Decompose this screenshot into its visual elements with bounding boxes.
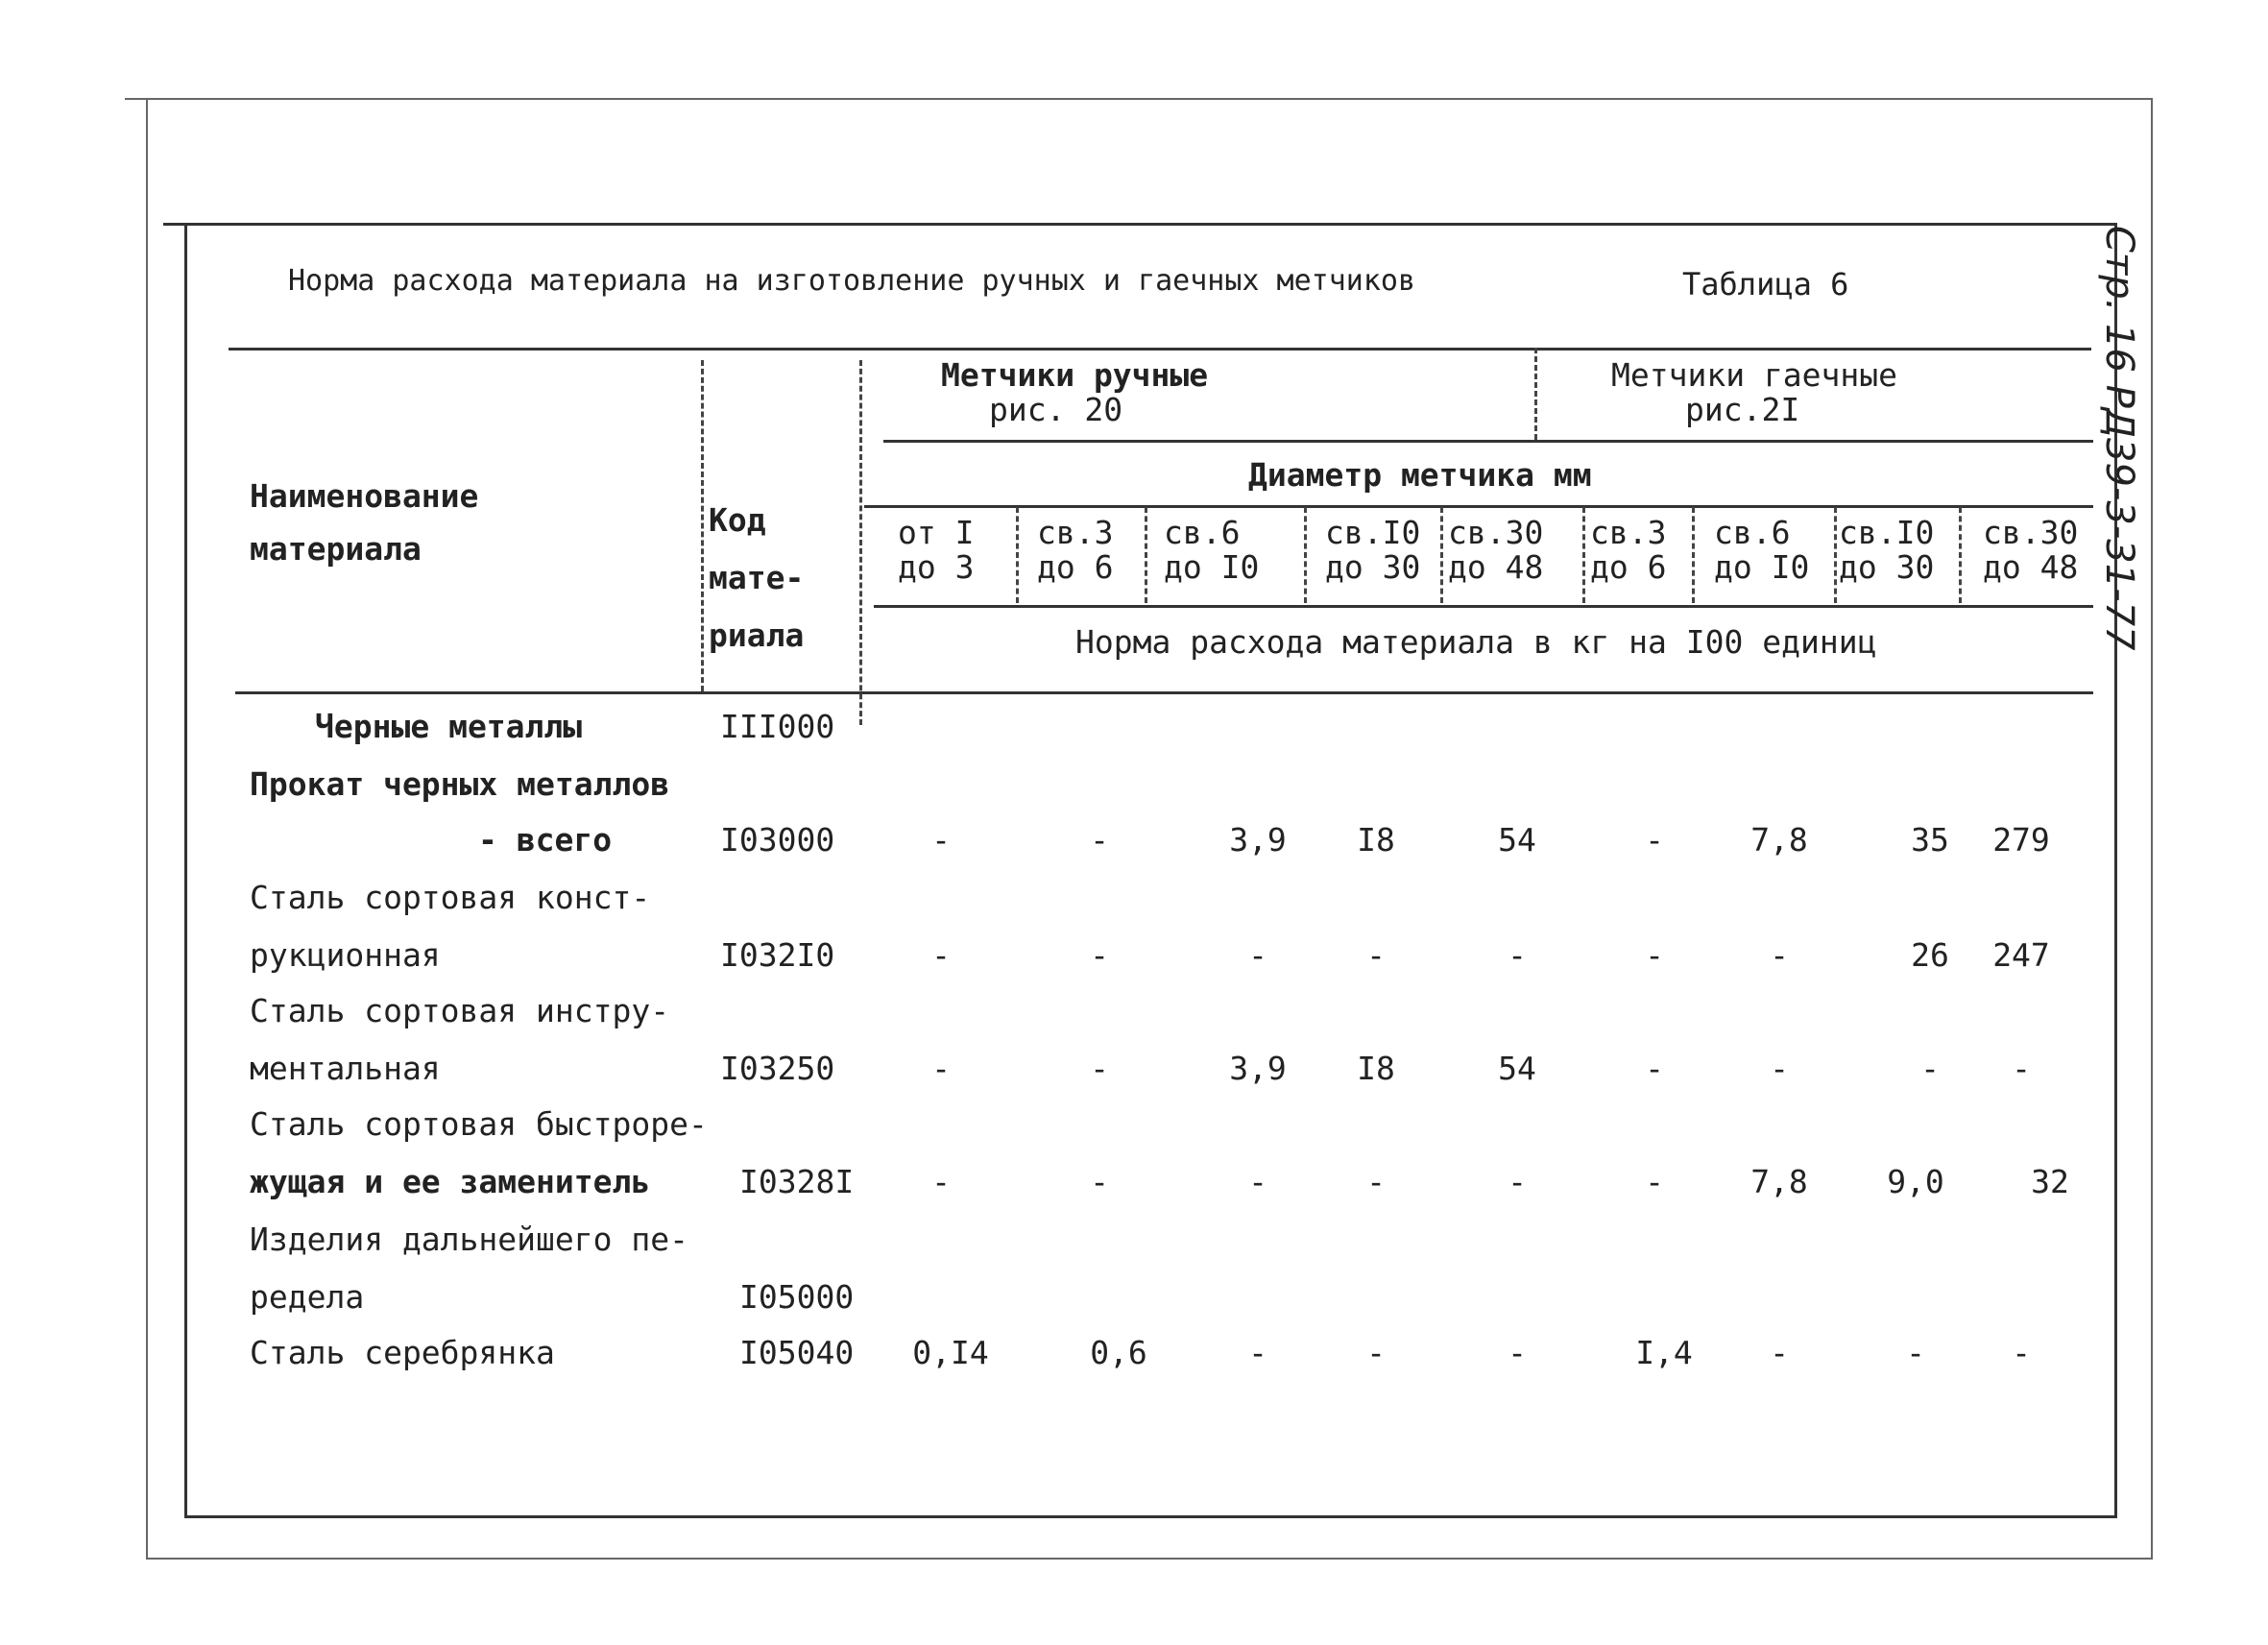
cell-r4-c8: - — [1920, 1050, 1940, 1087]
cell-r3-c3: - — [1248, 936, 1267, 974]
row-6-code: I05000 — [739, 1278, 855, 1316]
cell-r4-c7: - — [1770, 1050, 1789, 1087]
header-name-2: материала — [250, 530, 422, 568]
row-6-name-a: Изделия дальнейшего пе- — [250, 1221, 688, 1258]
cell-r4-c5: 54 — [1498, 1050, 1536, 1087]
group-separator — [1534, 348, 1537, 440]
subcol-5-a: св.30 — [1448, 514, 1544, 551]
cell-r7-c9: - — [2012, 1334, 2031, 1371]
cell-r7-c1: 0,I4 — [912, 1334, 989, 1371]
subcol-3-a: св.6 — [1164, 514, 1241, 551]
row-3-code: I032I0 — [720, 936, 835, 974]
row-4-code: I03250 — [720, 1050, 835, 1087]
cell-r4-c4: I8 — [1357, 1050, 1395, 1087]
header-bottom-rule — [235, 691, 2093, 694]
cell-r3-c6: - — [1645, 936, 1664, 974]
row-1-code: III000 — [720, 708, 835, 745]
row-5-code: I0328I — [739, 1163, 855, 1200]
outer-frame-bottom — [146, 1558, 2153, 1560]
cell-r4-c9: - — [2012, 1050, 2031, 1087]
cell-r2-c9: 279 — [1992, 821, 2050, 859]
subcol-6-a: св.3 — [1590, 514, 1667, 551]
cell-r5-c3: - — [1248, 1163, 1267, 1200]
row-6-name-b: редела — [250, 1278, 365, 1316]
diameter-heading: Диаметр метчика мм — [1248, 456, 1592, 494]
subcol-6-b: до 6 — [1590, 548, 1667, 586]
cell-r2-c7: 7,8 — [1750, 821, 1808, 859]
cell-r3-c2: - — [1090, 936, 1109, 974]
outer-frame-left — [146, 98, 148, 1558]
cell-r2-c3: 3,9 — [1229, 821, 1287, 859]
cell-r7-c5: - — [1508, 1334, 1527, 1371]
cell-r5-c4: - — [1366, 1163, 1386, 1200]
cell-r4-c2: - — [1090, 1050, 1109, 1087]
subcol-9-a: св.30 — [1983, 514, 2079, 551]
subcol-sep-6 — [1692, 507, 1695, 603]
cell-r7-c3: - — [1248, 1334, 1267, 1371]
page-stamp: Стр. 16 РД39-3-31-77 — [2097, 226, 2141, 651]
cell-r5-c5: - — [1508, 1163, 1527, 1200]
row-2-code: I03000 — [720, 821, 835, 859]
row-4-name-b: ментальная — [250, 1050, 441, 1087]
cell-r2-c5: 54 — [1498, 821, 1536, 859]
cell-r7-c8: - — [1906, 1334, 1925, 1371]
subcol-7-b: до I0 — [1714, 548, 1810, 586]
cell-r5-c8: 9,0 — [1887, 1163, 1944, 1200]
cell-r2-c8: 35 — [1911, 821, 1949, 859]
subcol-2-b: до 6 — [1037, 548, 1114, 586]
subcol-5-b: до 48 — [1448, 548, 1544, 586]
subcol-sep-5 — [1582, 507, 1585, 603]
subcol-1-b: до 3 — [898, 548, 975, 586]
cell-r5-c1: - — [931, 1163, 951, 1200]
row-7-name: Сталь серебрянка — [250, 1334, 555, 1371]
subcol-3-b: до I0 — [1164, 548, 1260, 586]
code-data-separator — [859, 360, 862, 725]
row-2-name-a: Прокат черных металлов — [250, 765, 670, 803]
subcol-1-a: от I — [898, 514, 975, 551]
subcol-9-b: до 48 — [1983, 548, 2079, 586]
row-1-name: Черные металлы — [315, 708, 583, 745]
inner-frame-top — [163, 223, 2117, 226]
subcol-8-b: до 30 — [1839, 548, 1935, 586]
row-5-name-b: жущая и ее заменитель — [250, 1163, 651, 1200]
header-code-2: мате- — [709, 559, 805, 596]
row-5-name-a: Сталь сортовая быстроре- — [250, 1105, 708, 1143]
outer-frame-top — [125, 98, 2151, 100]
cell-r3-c9: 247 — [1992, 936, 2050, 974]
subcol-8-a: св.I0 — [1839, 514, 1935, 551]
row-3-name-a: Сталь сортовая конст- — [250, 879, 651, 916]
group-rule — [883, 440, 2093, 443]
group2-fig: рис.2I — [1685, 391, 1800, 428]
cell-r3-c8: 26 — [1911, 936, 1949, 974]
cell-r7-c4: - — [1366, 1334, 1386, 1371]
cell-r2-c6: - — [1645, 821, 1664, 859]
diameter-rule — [864, 505, 2093, 508]
cell-r4-c1: - — [931, 1050, 951, 1087]
cell-r7-c2: 0,6 — [1090, 1334, 1147, 1371]
table-label: Таблица 6 — [1682, 266, 1849, 302]
cell-r4-c6: - — [1645, 1050, 1664, 1087]
row-7-code: I05040 — [739, 1334, 855, 1371]
cell-r4-c3: 3,9 — [1229, 1050, 1287, 1087]
row-3-name-b: рукционная — [250, 936, 441, 974]
cell-r2-c2: - — [1090, 821, 1109, 859]
subcol-sep-2 — [1145, 507, 1147, 603]
cell-r3-c7: - — [1770, 936, 1789, 974]
cell-r5-c9: 32 — [2031, 1163, 2069, 1200]
inner-frame-left — [184, 223, 187, 1517]
subcol-7-a: св.6 — [1714, 514, 1791, 551]
header-name-1: Наименование — [250, 477, 479, 515]
header-code-3: риала — [709, 617, 805, 654]
name-code-separator — [701, 360, 704, 691]
inner-frame-bottom — [184, 1515, 2117, 1518]
cell-r3-c4: - — [1366, 936, 1386, 974]
table-top-rule — [229, 348, 2091, 351]
cell-r5-c2: - — [1090, 1163, 1109, 1200]
subcol-sep-4 — [1440, 507, 1443, 603]
cell-r3-c1: - — [931, 936, 951, 974]
subcol-sep-1 — [1016, 507, 1019, 603]
document-title: Норма расхода материала на изготовление ручных и гаечных метчиков — [288, 264, 1415, 298]
cell-r2-c4: I8 — [1357, 821, 1395, 859]
cell-r5-c7: 7,8 — [1750, 1163, 1808, 1200]
cell-r7-c7: - — [1770, 1334, 1789, 1371]
subcol-sep-3 — [1304, 507, 1307, 603]
group1-title: Метчики ручные — [941, 356, 1209, 394]
cell-r2-c1: - — [931, 821, 951, 859]
subcol-4-a: св.I0 — [1325, 514, 1421, 551]
outer-frame-right — [2151, 98, 2153, 1558]
subcol-sep-7 — [1834, 507, 1837, 603]
subcol-sep-8 — [1959, 507, 1962, 603]
norm-heading: Норма расхода материала в кг на I00 единиц — [1075, 623, 1877, 661]
group1-fig: рис. 20 — [989, 391, 1123, 428]
header-code-1: Код — [709, 501, 766, 539]
subcol-4-b: до 30 — [1325, 548, 1421, 586]
row-4-name-a: Сталь сортовая инстру- — [250, 992, 670, 1029]
cell-r3-c5: - — [1508, 936, 1527, 974]
row-2-name-b: - всего — [478, 821, 613, 859]
cell-r7-c6: I,4 — [1635, 1334, 1693, 1371]
subcol-2-a: св.3 — [1037, 514, 1114, 551]
subcol-rule — [874, 605, 2093, 608]
group2-title: Метчики гаечные — [1611, 356, 1898, 394]
cell-r5-c6: - — [1645, 1163, 1664, 1200]
